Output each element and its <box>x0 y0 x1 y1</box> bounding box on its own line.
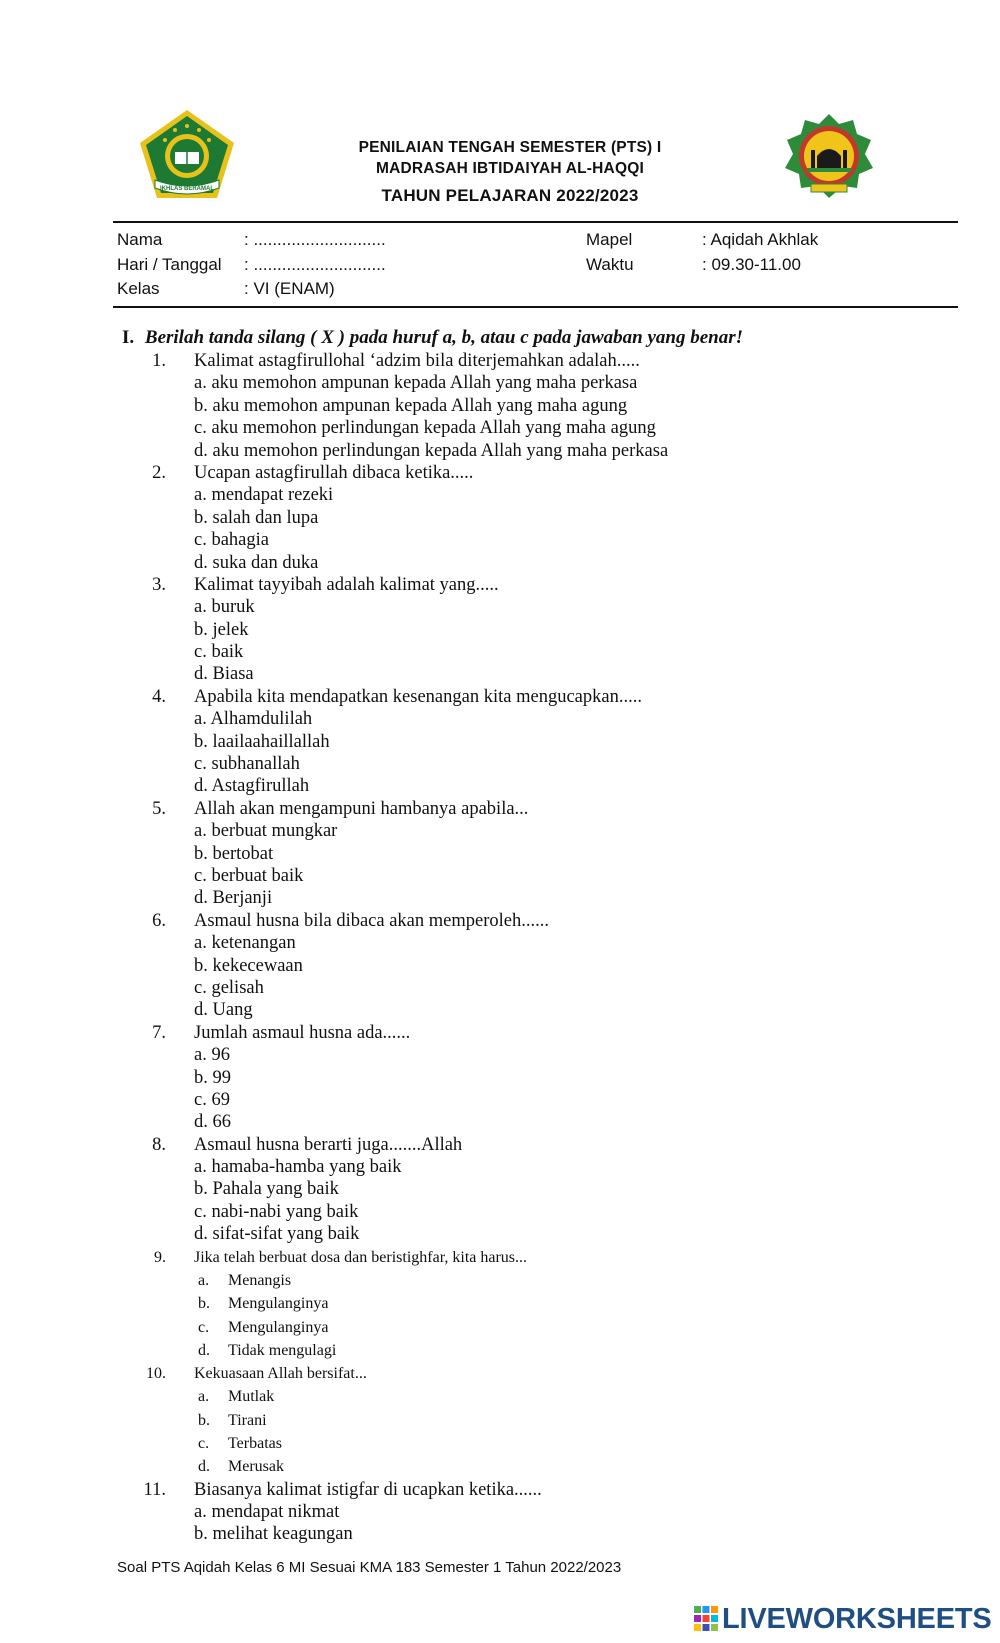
answer-option[interactable]: d. Uang <box>194 1000 253 1021</box>
answer-option[interactable]: c. aku memohon perlindungan kepada Allah yang maha agung <box>194 418 656 439</box>
answer-option[interactable] <box>0 1316 1000 1339</box>
answer-option[interactable]: a. mendapat rezeki <box>194 485 334 506</box>
answer-option[interactable]: b. kekecewaan <box>194 955 303 976</box>
answer-option[interactable]: a. mendapat nikmat <box>194 1501 340 1522</box>
option-text: Menangis <box>228 1271 292 1289</box>
answer-option[interactable]: a. Alhamdulilah <box>194 709 313 730</box>
question-text: Apabila kita mendapatkan kesenangan kita mengucapkan..... <box>194 686 642 707</box>
answer-option[interactable] <box>0 1455 1000 1478</box>
answer-option[interactable]: a. ketenangan <box>194 933 296 954</box>
liveworksheets-logo-icon <box>694 1606 718 1632</box>
liveworksheets-brand[interactable] <box>694 1604 992 1634</box>
question-5 <box>0 798 1000 910</box>
option-text: Mutlak <box>228 1388 275 1406</box>
option-text: Tidak mengulagi <box>228 1341 337 1359</box>
answer-option[interactable]: b. aku memohon ampunan kepada Allah yang maha agung <box>194 395 628 416</box>
answer-option[interactable]: b. 99 <box>194 1067 231 1088</box>
header-divider-bottom <box>113 306 958 308</box>
hari-tanggal-label: Hari / Tanggal <box>117 254 222 274</box>
option-text: Tirani <box>228 1411 267 1429</box>
option-letter: a. <box>198 1271 210 1289</box>
answer-option[interactable]: b. Pahala yang baik <box>194 1179 339 1200</box>
question-7 <box>0 1022 1000 1134</box>
answer-option[interactable]: b. bertobat <box>194 843 274 864</box>
document-header <box>300 137 720 206</box>
option-text: Mengulanginya <box>228 1318 329 1336</box>
answer-option[interactable]: d. 66 <box>194 1112 231 1133</box>
question-number: 7. <box>152 1022 166 1043</box>
question-text: Asmaul husna bila dibaca akan memperoleh...... <box>194 910 549 931</box>
answer-option[interactable]: c. baik <box>194 642 244 663</box>
answer-option[interactable]: a. berbuat mungkar <box>194 821 338 842</box>
answer-option[interactable]: c. bahagia <box>194 530 269 551</box>
question-10 <box>0 1362 1000 1478</box>
nama-label: Nama <box>117 230 163 249</box>
section-instruction <box>122 327 743 349</box>
question-number: 10. <box>146 1365 166 1383</box>
question-text: Jika telah berbuat dosa dan beristighfar, kita harus... <box>194 1248 528 1266</box>
option-letter: c. <box>198 1435 210 1452</box>
question-text: Kalimat astagfirullohal ‘adzim bila diterjemahkan adalah..... <box>194 351 640 371</box>
answer-option[interactable]: d. aku memohon perlindungan kepada Allah yang maha perkasa <box>194 440 669 461</box>
option-letter: c. <box>198 1318 210 1336</box>
answer-option[interactable]: a. aku memohon ampunan kepada Allah yang maha perkasa <box>194 373 638 394</box>
question-number: 5. <box>152 798 166 819</box>
liveworksheets-brand-text: LIVEWORKSHEETS <box>722 1602 992 1635</box>
option-letter: d. <box>198 1341 210 1359</box>
question-number: 6. <box>152 910 166 931</box>
answer-option[interactable]: a. 96 <box>194 1045 230 1066</box>
question-2 <box>0 462 1000 574</box>
answer-option[interactable]: b. laailaahaillallah <box>194 731 330 752</box>
question-4 <box>0 686 1000 798</box>
question-1 <box>0 350 1000 462</box>
waktu-label: Waktu <box>586 254 634 274</box>
answer-option[interactable] <box>0 1292 1000 1315</box>
answer-option[interactable]: c. nabi-nabi yang baik <box>194 1201 359 1222</box>
option-letter: d. <box>198 1458 210 1476</box>
question-3 <box>0 574 1000 686</box>
question-list <box>0 350 1000 1546</box>
answer-option[interactable]: a. hamaba-hamba yang baik <box>194 1157 402 1178</box>
option-letter: b. <box>198 1295 210 1313</box>
kelas-value: : VI (ENAM) <box>244 279 335 298</box>
answer-option[interactable]: a. buruk <box>194 597 255 618</box>
answer-option[interactable]: c. berbuat baik <box>194 865 304 886</box>
answer-option[interactable]: d. sifat-sifat yang baik <box>194 1224 360 1245</box>
student-info-labels <box>117 228 222 302</box>
section-number: I. <box>122 327 135 348</box>
waktu-value: : 09.30-11.00 <box>702 254 801 274</box>
header-school-name: MADRASAH IBTIDAIYAH AL-HAQQI <box>376 160 644 177</box>
question-number: 11. <box>143 1479 166 1500</box>
kemenag-logo <box>137 108 237 200</box>
question-6 <box>0 910 1000 1022</box>
mapel-label: Mapel <box>586 230 633 249</box>
question-number: 9. <box>154 1248 166 1266</box>
nama-field[interactable]: : ............................ <box>244 230 386 249</box>
header-divider-top <box>113 221 958 223</box>
question-text: Asmaul husna berarti juga.......Allah <box>194 1134 463 1155</box>
question-text: Kekuasaan Allah bersifat... <box>194 1365 367 1383</box>
instruction-text: Berilah tanda silang ( X ) pada huruf a, b, atau c pada jawaban yang benar! <box>144 327 743 348</box>
option-letter: a. <box>198 1388 210 1406</box>
answer-option[interactable]: d. Biasa <box>194 664 254 685</box>
madrasah-logo <box>783 112 875 202</box>
mapel-value: : Aqidah Akhlak <box>702 230 819 249</box>
answer-option[interactable]: b. jelek <box>194 619 249 640</box>
answer-option[interactable] <box>0 1339 1000 1362</box>
answer-option[interactable]: b. melihat keagungan <box>194 1524 353 1545</box>
question-number: 8. <box>152 1134 166 1155</box>
option-letter: b. <box>198 1411 210 1429</box>
question-11 <box>0 1479 1000 1546</box>
answer-option[interactable]: b. salah dan lupa <box>194 507 319 528</box>
header-exam-title: PENILAIAN TENGAH SEMESTER (PTS) I <box>358 139 662 156</box>
answer-option[interactable]: d. Astagfirullah <box>194 776 310 797</box>
question-text: Biasanya kalimat istigfar di ucapkan ketika...... <box>194 1479 542 1500</box>
option-text: Merusak <box>228 1458 284 1476</box>
question-number: 4. <box>152 686 166 707</box>
answer-option[interactable]: c. 69 <box>194 1089 230 1110</box>
answer-option[interactable] <box>0 1409 1000 1432</box>
question-9 <box>0 1246 1000 1362</box>
option-text: Terbatas <box>228 1435 282 1452</box>
question-number: 2. <box>152 462 166 483</box>
question-text: Allah akan mengampuni hambanya apabila... <box>194 798 529 819</box>
question-text: Ucapan astagfirullah dibaca ketika..... <box>194 462 474 483</box>
exam-info-labels <box>586 228 634 277</box>
answer-option[interactable]: d. suka dan duka <box>194 552 319 573</box>
kelas-label: Kelas <box>117 279 160 298</box>
student-info-values <box>244 228 386 302</box>
svg-text:IKHLAS BERAMAL: IKHLAS BERAMAL <box>160 186 214 192</box>
question-8 <box>0 1134 1000 1246</box>
question-text: Kalimat tayyibah adalah kalimat yang..... <box>194 574 499 595</box>
question-number: 1. <box>152 351 166 371</box>
answer-option[interactable] <box>0 1432 1000 1455</box>
option-text: Mengulanginya <box>228 1295 329 1313</box>
answer-option[interactable] <box>0 1269 1000 1292</box>
page-footer: Soal PTS Aqidah Kelas 6 MI Sesuai KMA 183 Semester 1 Tahun 2022/2023 <box>117 1559 622 1576</box>
question-text: Jumlah asmaul husna ada...... <box>194 1022 411 1043</box>
answer-option[interactable]: c. subhanallah <box>194 754 300 775</box>
exam-info-values <box>702 228 818 277</box>
hari-tanggal-field[interactable]: : ............................ <box>244 254 386 274</box>
answer-option[interactable]: d. Berjanji <box>194 888 273 909</box>
question-number: 3. <box>152 574 166 595</box>
answer-option[interactable] <box>0 1385 1000 1408</box>
answer-option[interactable]: c. gelisah <box>194 977 264 998</box>
header-academic-year: TAHUN PELAJARAN 2022/2023 <box>381 186 639 205</box>
